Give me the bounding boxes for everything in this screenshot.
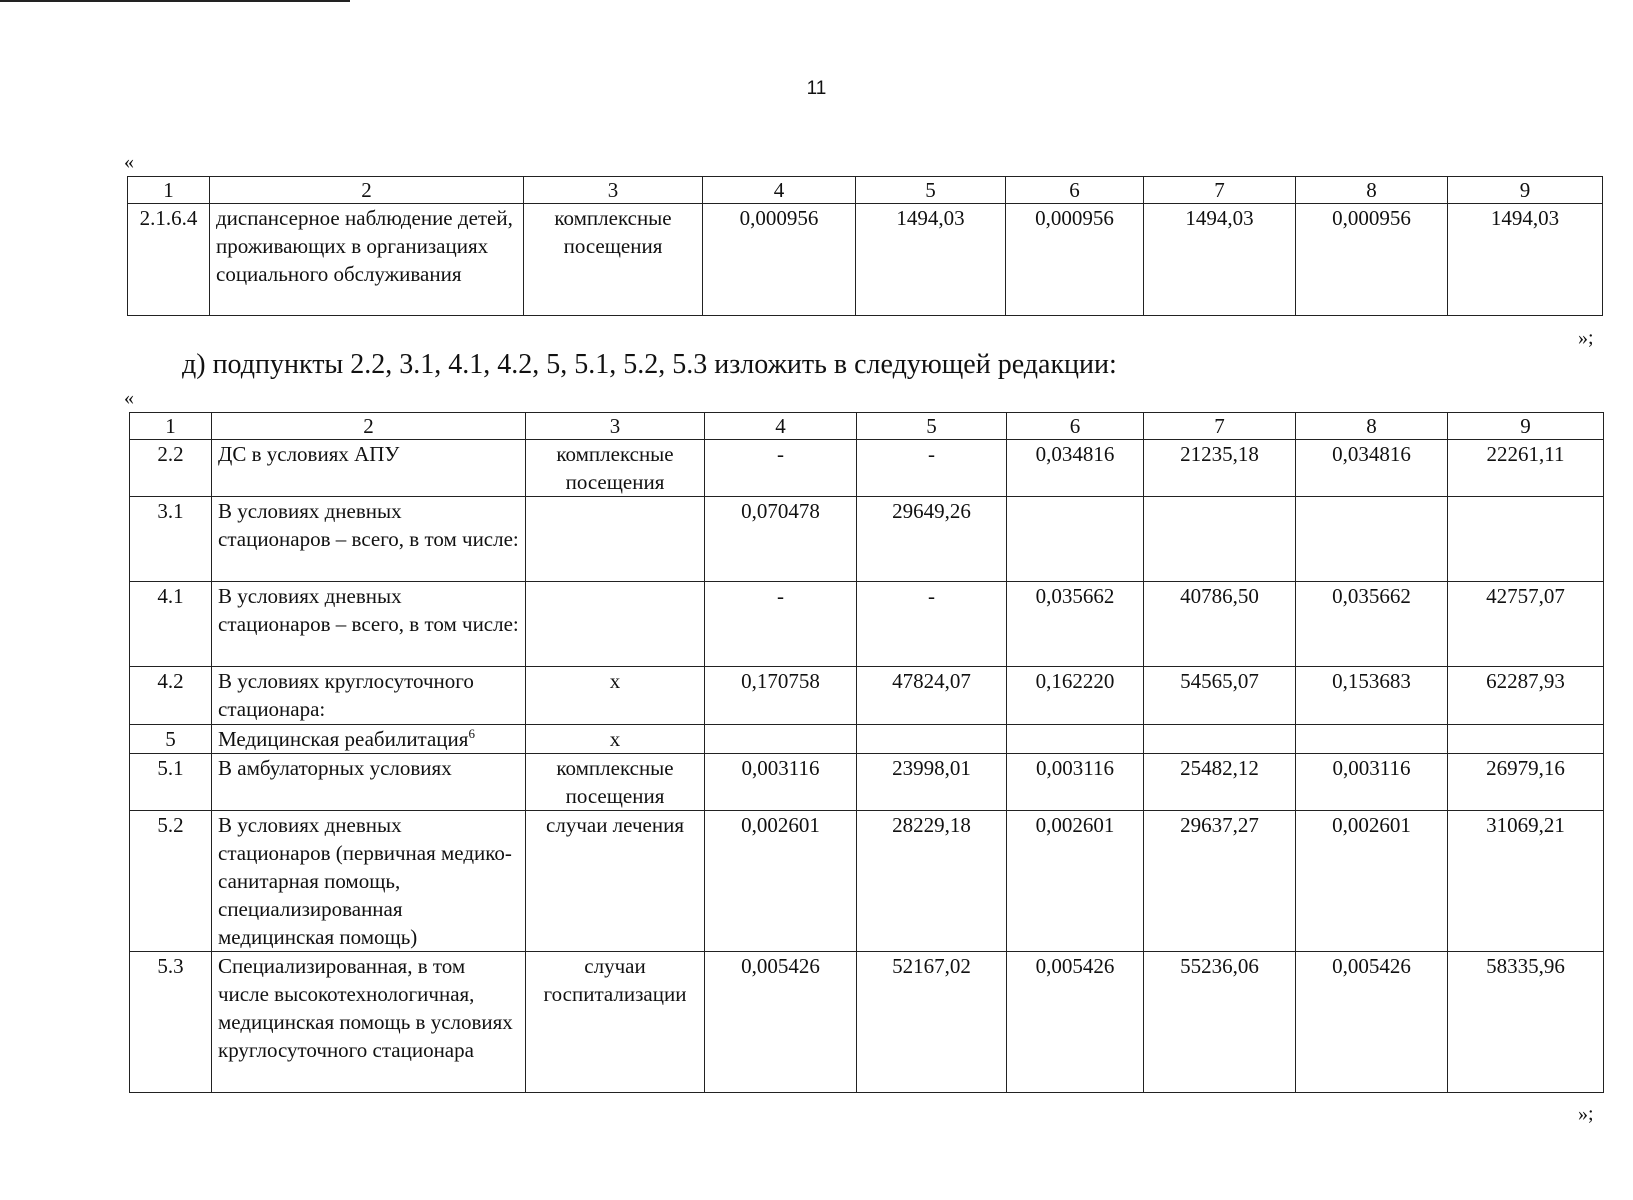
header-cell: 4 [703, 177, 856, 204]
header-cell: 6 [1007, 413, 1144, 440]
row-unit: х [526, 667, 705, 725]
value-cell [1007, 725, 1144, 754]
header-cell: 3 [526, 413, 705, 440]
value-cell: 0,005426 [705, 952, 857, 1093]
row-number: 4.1 [130, 582, 212, 667]
value-cell [1296, 497, 1448, 582]
value-cell: 31069,21 [1448, 811, 1604, 952]
value-cell: 0,034816 [1296, 440, 1448, 497]
row-unit: комплексные посещения [524, 204, 703, 316]
row-unit: х [526, 725, 705, 754]
value-cell: 0,002601 [1007, 811, 1144, 952]
value-cell: 1494,03 [1448, 204, 1603, 316]
table-row [130, 497, 1604, 582]
value-cell: 0,005426 [1007, 952, 1144, 1093]
header-cell: 8 [1296, 177, 1448, 204]
header-cell: 1 [128, 177, 210, 204]
header-cell: 5 [857, 413, 1007, 440]
row-name: ДС в условиях АПУ [212, 440, 526, 497]
value-cell: 25482,12 [1144, 754, 1296, 811]
value-cell: - [857, 582, 1007, 667]
close-quote: »; [1578, 327, 1594, 349]
value-cell: 0,002601 [1296, 811, 1448, 952]
value-cell: 23998,01 [857, 754, 1007, 811]
value-cell: 40786,50 [1144, 582, 1296, 667]
value-cell: 0,034816 [1007, 440, 1144, 497]
value-cell: 0,070478 [705, 497, 857, 582]
value-cell: 29649,26 [857, 497, 1007, 582]
header-cell: 3 [524, 177, 703, 204]
table-row [130, 725, 1604, 754]
value-cell [1144, 725, 1296, 754]
value-cell: 52167,02 [857, 952, 1007, 1093]
table-row [130, 440, 1604, 497]
value-cell: 22261,11 [1448, 440, 1604, 497]
value-cell [1448, 497, 1604, 582]
row-name: В условиях дневных стационаров (первичная медико-санитарная помощь, специализированная медицинская помощь) [212, 811, 526, 952]
table-row [130, 952, 1604, 1093]
row-name: Специализированная, в том числе высокотехнологичная, медицинская помощь в условиях круглосуточного стационара [212, 952, 526, 1093]
page-number: 11 [806, 78, 827, 99]
value-cell: 0,153683 [1296, 667, 1448, 725]
value-cell: 0,002601 [705, 811, 857, 952]
value-cell: 0,003116 [705, 754, 857, 811]
value-cell: 0,000956 [703, 204, 856, 316]
header-cell: 2 [210, 177, 524, 204]
value-cell: 21235,18 [1144, 440, 1296, 497]
value-cell: - [705, 582, 857, 667]
footnote-marker: 6 [468, 726, 475, 741]
value-cell: 0,170758 [705, 667, 857, 725]
open-quote: « [124, 387, 134, 409]
value-cell: 0,035662 [1007, 582, 1144, 667]
value-cell [857, 725, 1007, 754]
header-cell: 9 [1448, 177, 1603, 204]
value-cell: 0,000956 [1006, 204, 1144, 316]
header-cell: 9 [1448, 413, 1604, 440]
value-cell: - [705, 440, 857, 497]
row-number: 3.1 [130, 497, 212, 582]
row-name: В условиях круглосуточного стационара: [212, 667, 526, 725]
value-cell: 42757,07 [1448, 582, 1604, 667]
row-name [212, 725, 526, 754]
value-cell: 62287,93 [1448, 667, 1604, 725]
value-cell: 54565,07 [1144, 667, 1296, 725]
value-cell [1448, 725, 1604, 754]
row-number: 4.2 [130, 667, 212, 725]
value-cell: - [857, 440, 1007, 497]
row-unit: комплексные посещения [526, 754, 705, 811]
row-name: В условиях дневных стационаров – всего, в том числе: [212, 497, 526, 582]
row-unit [526, 582, 705, 667]
header-cell: 8 [1296, 413, 1448, 440]
table-row [130, 582, 1604, 667]
value-cell: 0,162220 [1007, 667, 1144, 725]
header-cell: 1 [130, 413, 212, 440]
header-cell: 4 [705, 413, 857, 440]
header-cell: 6 [1006, 177, 1144, 204]
section-heading: д) подпункты 2.2, 3.1, 4.1, 4.2, 5, 5.1, 5.2, 5.3 изложить в следующей редакции: [182, 349, 1117, 380]
row-unit: комплексные посещения [526, 440, 705, 497]
top-edge-line [0, 0, 350, 2]
row-number: 5.3 [130, 952, 212, 1093]
header-row [128, 177, 1603, 204]
value-cell: 47824,07 [857, 667, 1007, 725]
row-name: В амбулаторных условиях [212, 754, 526, 811]
row-number: 5 [130, 725, 212, 754]
close-quote: »; [1578, 1103, 1594, 1125]
row-name-text: Медицинская реабилитация [218, 727, 469, 751]
table-subitem-2-1-6-4 [127, 176, 1603, 316]
row-number: 2.2 [130, 440, 212, 497]
value-cell: 0,003116 [1007, 754, 1144, 811]
row-name: диспансерное наблюдение детей, проживающих в организациях социального обслуживания [210, 204, 524, 316]
value-cell: 0,003116 [1296, 754, 1448, 811]
value-cell [705, 725, 857, 754]
table-row [130, 667, 1604, 725]
header-cell: 7 [1144, 177, 1296, 204]
value-cell: 0,005426 [1296, 952, 1448, 1093]
value-cell: 55236,06 [1144, 952, 1296, 1093]
table-row [130, 754, 1604, 811]
header-cell: 2 [212, 413, 526, 440]
header-cell: 7 [1144, 413, 1296, 440]
row-unit: случаи лечения [526, 811, 705, 952]
header-row [130, 413, 1604, 440]
value-cell: 58335,96 [1448, 952, 1604, 1093]
header-cell: 5 [856, 177, 1006, 204]
value-cell [1296, 725, 1448, 754]
row-number: 2.1.6.4 [128, 204, 210, 316]
row-number: 5.2 [130, 811, 212, 952]
row-unit [526, 497, 705, 582]
value-cell [1144, 497, 1296, 582]
open-quote: « [124, 151, 134, 173]
table-row [128, 204, 1603, 316]
value-cell [1007, 497, 1144, 582]
row-name: В условиях дневных стационаров – всего, в том числе: [212, 582, 526, 667]
value-cell: 1494,03 [856, 204, 1006, 316]
value-cell: 0,000956 [1296, 204, 1448, 316]
value-cell: 1494,03 [1144, 204, 1296, 316]
value-cell: 28229,18 [857, 811, 1007, 952]
table-subitems [129, 412, 1604, 1093]
value-cell: 0,035662 [1296, 582, 1448, 667]
row-number: 5.1 [130, 754, 212, 811]
row-unit: случаи госпитализации [526, 952, 705, 1093]
table-row [130, 811, 1604, 952]
value-cell: 29637,27 [1144, 811, 1296, 952]
value-cell: 26979,16 [1448, 754, 1604, 811]
